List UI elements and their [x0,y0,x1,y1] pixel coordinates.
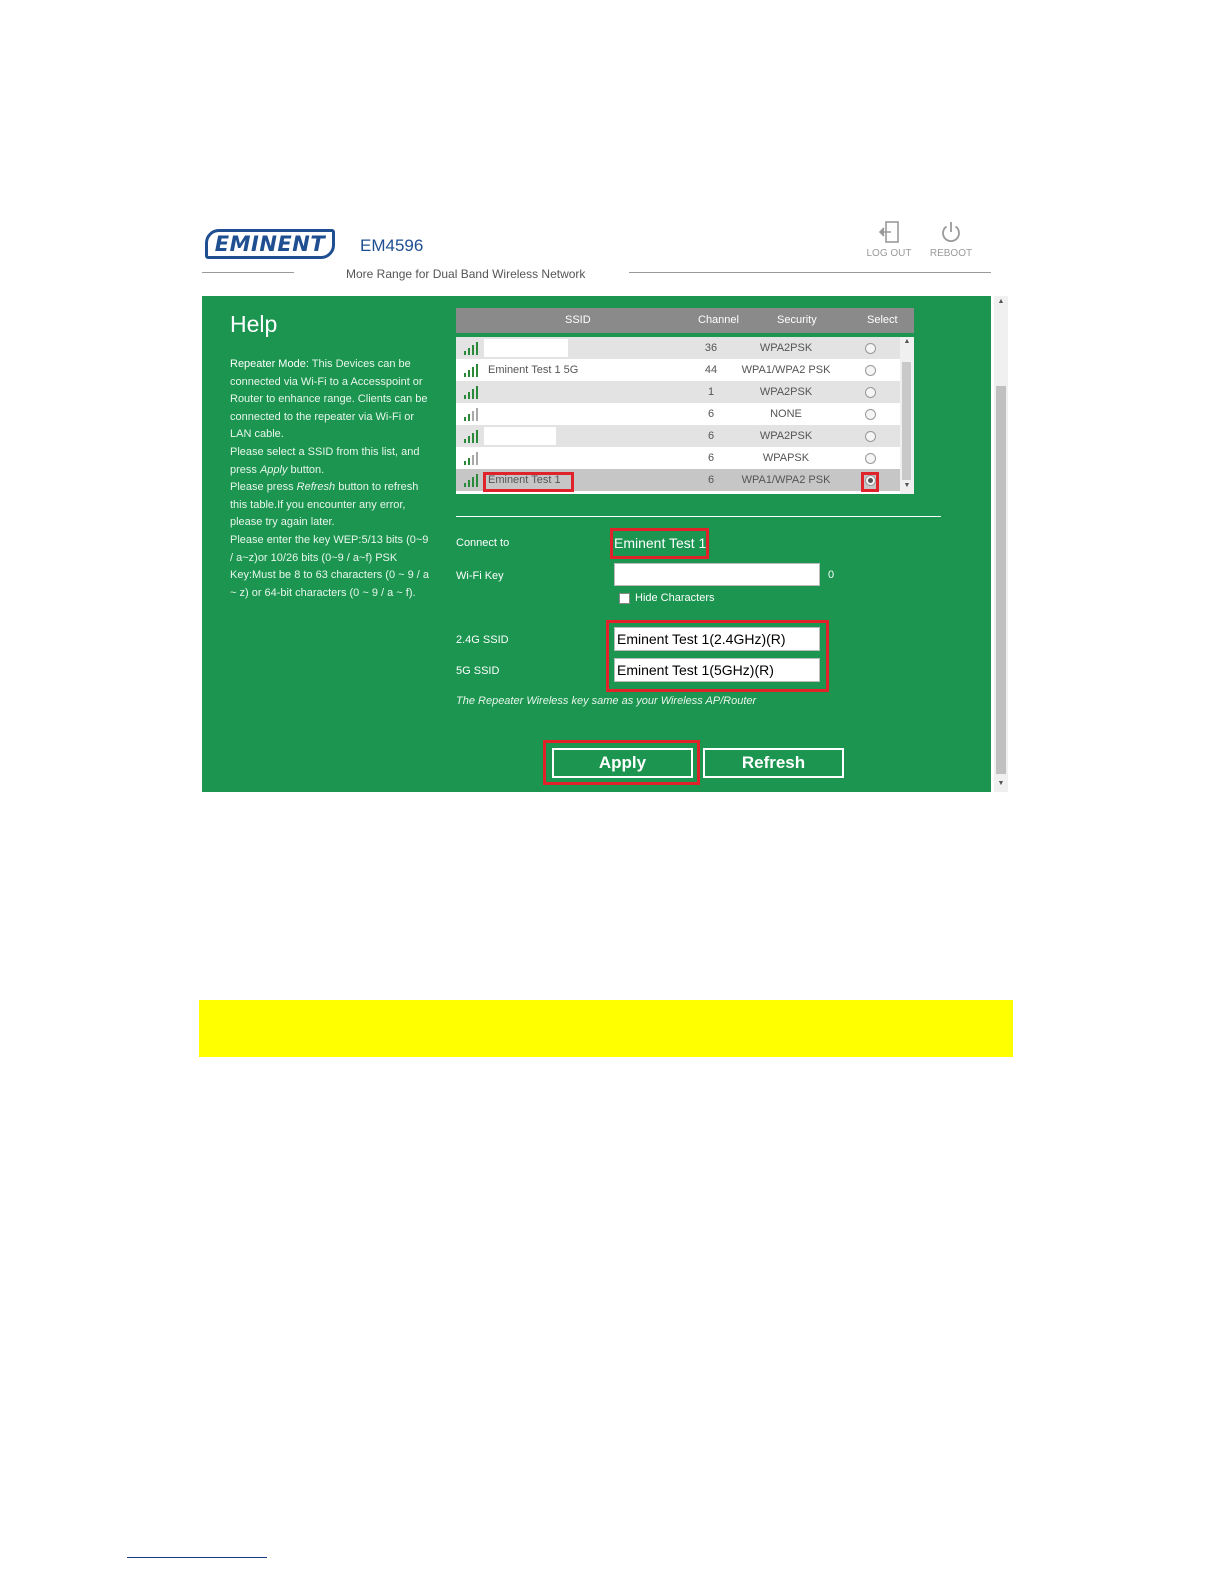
signal-strength-icon [464,408,480,421]
apply-button-highlight [543,740,700,785]
ssid-24g-label: 2.4G SSID [456,634,509,646]
highlight-banner [199,1000,1013,1057]
connect-to-highlight [610,528,709,559]
wifi-key-label: Wi-Fi Key [456,570,504,582]
channel-cell: 6 [707,408,715,420]
channel-cell: 44 [704,364,718,376]
channel-cell: 1 [707,386,715,398]
selected-ssid-highlight [483,472,574,492]
signal-strength-icon [464,364,480,377]
help-paragraph-3a: Please press [230,481,297,494]
ssid-5g-label: 5G SSID [456,665,500,677]
ssid-table-body [456,337,900,494]
col-ssid: SSID [565,314,591,326]
header-rule-right [629,272,991,273]
apply-button[interactable]: Apply [552,748,693,778]
ssid-5g-input[interactable]: Eminent Test 1(5GHz)(R) [614,658,820,682]
help-paragraph-1: This Devices can be connected via Wi-Fi to a Accesspoint or Router to enhance range. Clients can be connected to the repeater via Wi-Fi or LAN cable. [230,358,428,441]
signal-strength-icon [464,386,480,399]
scroll-down-arrow[interactable]: ▼ [997,780,1005,787]
ssid-table-row[interactable] [456,447,900,469]
page-scrollbar[interactable] [994,296,1008,792]
channel-cell: 6 [707,452,715,464]
ssid-cell: Eminent Test 1 [488,474,561,486]
ssid-redacted [484,427,556,445]
ssid-table-row[interactable] [456,359,900,381]
power-icon [939,220,963,244]
table-scroll-up-arrow[interactable]: ▲ [903,338,911,345]
help-paragraph-2a: Please select a SSID from this list, and press [230,445,420,476]
select-radio[interactable] [865,453,876,464]
ssid-cell: Eminent Test 1 5G [488,364,579,376]
ssid-table-row[interactable] [456,425,900,447]
help-paragraph-2b: button. [287,463,325,476]
security-cell: NONE [770,408,802,420]
signal-strength-icon [464,452,480,465]
ssid-table-row[interactable] [456,381,900,403]
repeater-mode-label: Repeater Mode: [230,358,309,370]
col-channel: Channel [698,314,739,326]
tagline: More Range for Dual Band Wireless Network [346,267,586,281]
ssid-table-row[interactable] [456,337,900,359]
model-name: EM4596 [360,236,424,255]
select-radio[interactable] [865,343,876,354]
help-text [230,356,430,602]
channel-cell: 6 [707,430,715,442]
reboot-label: REBOOT [929,248,973,259]
channel-cell: 36 [704,342,718,354]
scrollbar-thumb[interactable] [996,386,1006,774]
header-rule-left [202,272,294,273]
select-radio[interactable] [865,387,876,398]
ssid-fields-highlight [606,620,829,692]
security-cell: WPA2PSK [759,342,813,354]
help-paragraph-3b: button to refresh this table.If you encounter any error, please try again later. [230,481,419,529]
ssid-redacted [484,339,568,357]
ssid-table-scrollbar[interactable] [900,337,914,494]
reboot-button[interactable] [926,220,976,259]
signal-strength-icon [464,342,480,355]
signal-strength-icon [464,430,480,443]
security-cell: WPA2PSK [759,430,813,442]
security-cell: WPA1/WPA2 PSK [741,364,831,376]
table-scroll-down-arrow[interactable]: ▼ [903,482,911,489]
logout-label: LOG OUT [866,248,912,259]
footnote-rule [127,1557,267,1558]
selected-radio-highlight [861,472,879,492]
wifi-key-input[interactable] [614,563,820,586]
help-refresh-word: Refresh [296,481,336,494]
hide-characters-label: Hide Characters [635,592,715,604]
section-divider [456,516,941,517]
help-title: Help [230,311,278,337]
col-security: Security [777,314,817,326]
security-cell: WPAPSK [762,452,810,464]
refresh-button[interactable]: Refresh [703,748,844,778]
ssid-table-header [456,308,914,333]
key-length-count: 0 [828,569,835,581]
table-scrollbar-thumb[interactable] [902,362,911,480]
col-select: Select [867,314,898,326]
connect-to-label: Connect to [456,537,510,549]
help-apply-word: Apply [259,463,288,476]
help-paragraph-4: Please enter the key WEP:5/13 bits (0~9 / a~z)or 10/26 bits (0~9 / a~f) PSK Key:Must be 8 to 63 characters (0 ~ 9 / a ~ z) or 64-bit characters (0 ~ 9 / a ~ f). [230,533,430,599]
repeater-key-note: The Repeater Wireless key same as your Wireless AP/Router [456,695,757,707]
signal-strength-icon [464,474,480,487]
ssid-24g-input[interactable]: Eminent Test 1(2.4GHz)(R) [614,627,820,651]
select-radio[interactable] [865,431,876,442]
connect-to-value: Eminent Test 1 [614,535,707,551]
eminent-logo: EMINENT [205,229,335,259]
security-cell: WPA2PSK [759,386,813,398]
channel-cell: 6 [707,474,715,486]
logout-button[interactable] [864,220,914,259]
ssid-table-row[interactable] [456,403,900,425]
select-radio[interactable] [865,365,876,376]
scroll-up-arrow[interactable]: ▲ [997,298,1005,305]
logout-icon [877,220,901,244]
security-cell: WPA1/WPA2 PSK [741,474,831,486]
hide-characters-checkbox[interactable] [619,593,630,604]
select-radio[interactable] [865,409,876,420]
